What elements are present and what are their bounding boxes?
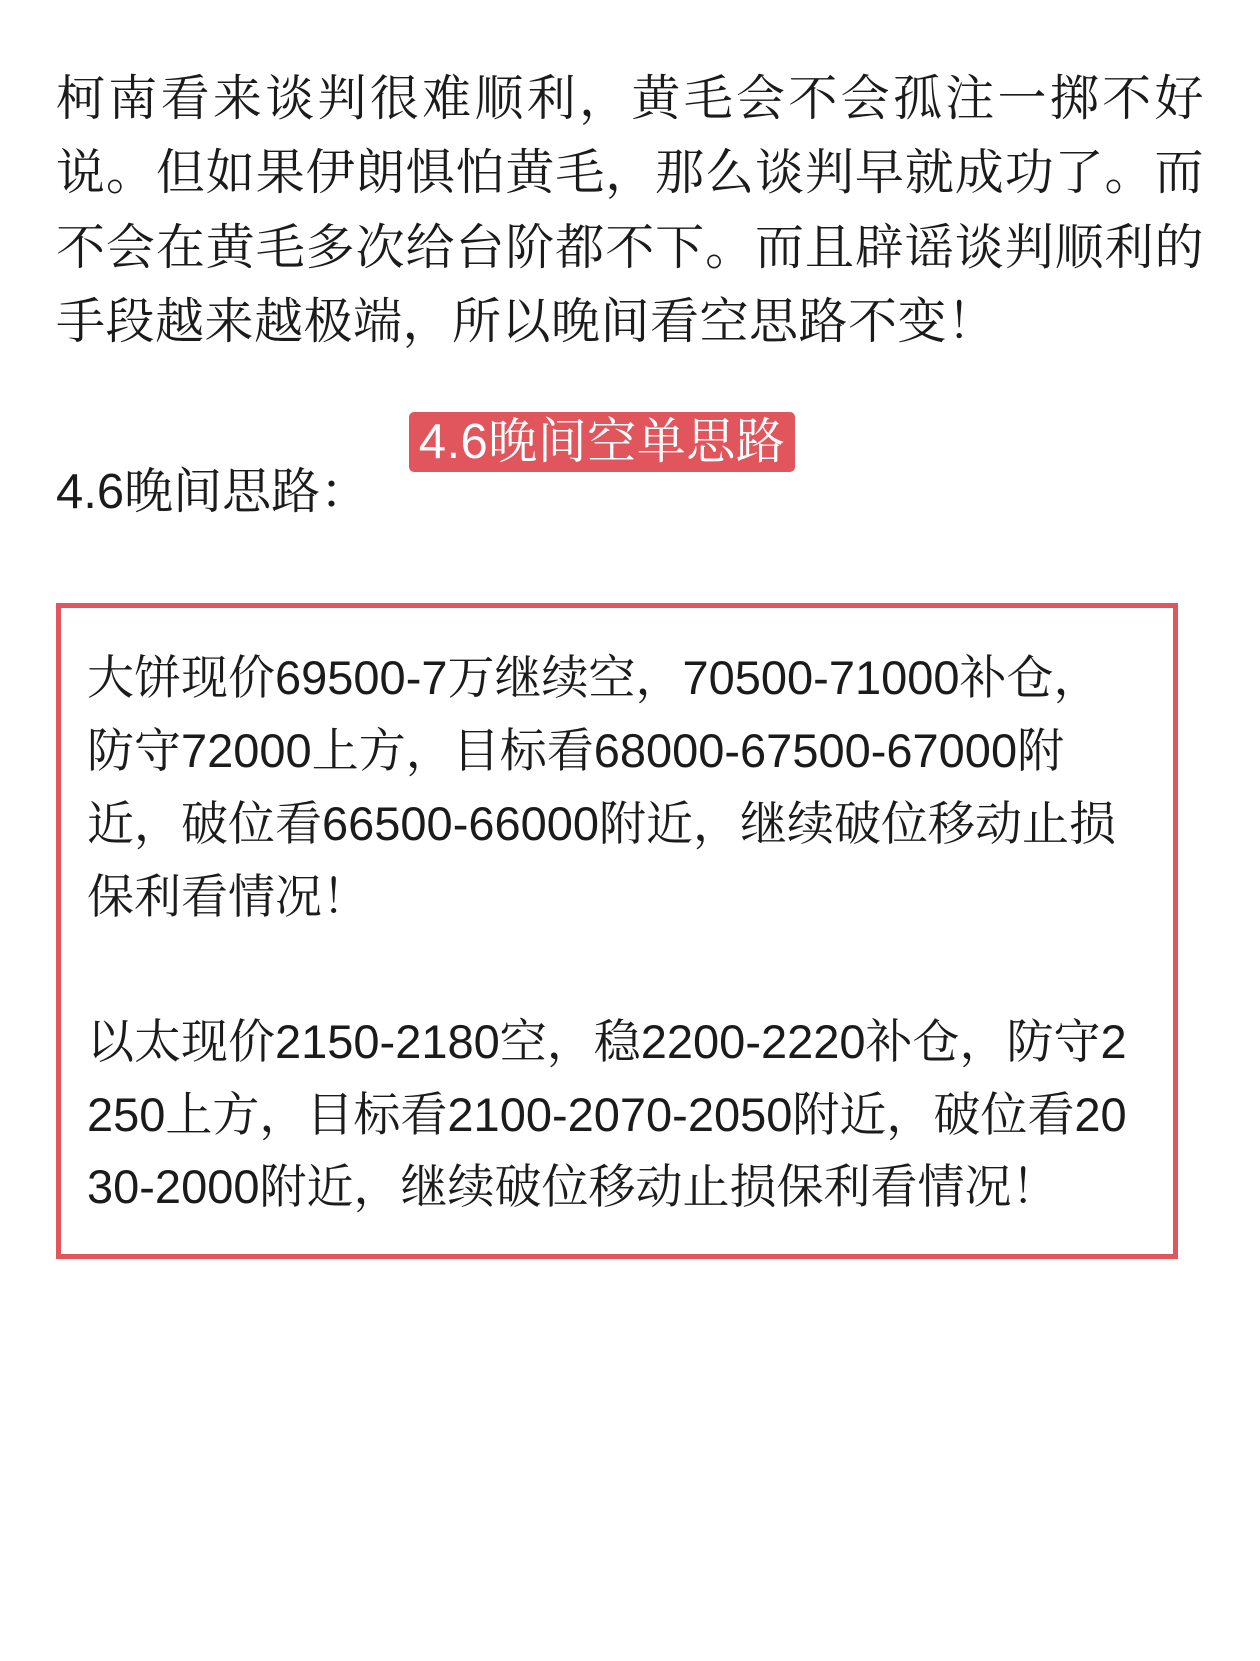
- highlight-badge: 4.6晚间空单思路: [409, 412, 796, 472]
- trade-plan-callout: [56, 603, 1178, 1259]
- eth-plan-paragraph: 以太现价2150-2180空，稳2200-2220补仓，防守2250上方，目标看2100-2070-2050附近，破位看2030-2000附近，继续破位移动止损保利看情况！: [87, 1014, 1127, 1214]
- intro-paragraph: 柯南看来谈判很难顺利，黄毛会不会孤注一掷不好说。但如果伊朗惧怕黄毛，那么谈判早就成功了。而不会在黄毛多次给台阶都不下。而且辟谣谈判顺利的手段越来越极端，所以晚间看空思路不变！: [56, 72, 1204, 350]
- section-subtitle: 4.6晚间思路：: [56, 464, 370, 519]
- btc-plan-paragraph: 大饼现价69500-7万继续空，70500-71000补仓，防守72000上方，目标看68000-67500-67000附近，破位看66500-66000附近，继续破位移动止损保利看情况！: [87, 651, 1117, 923]
